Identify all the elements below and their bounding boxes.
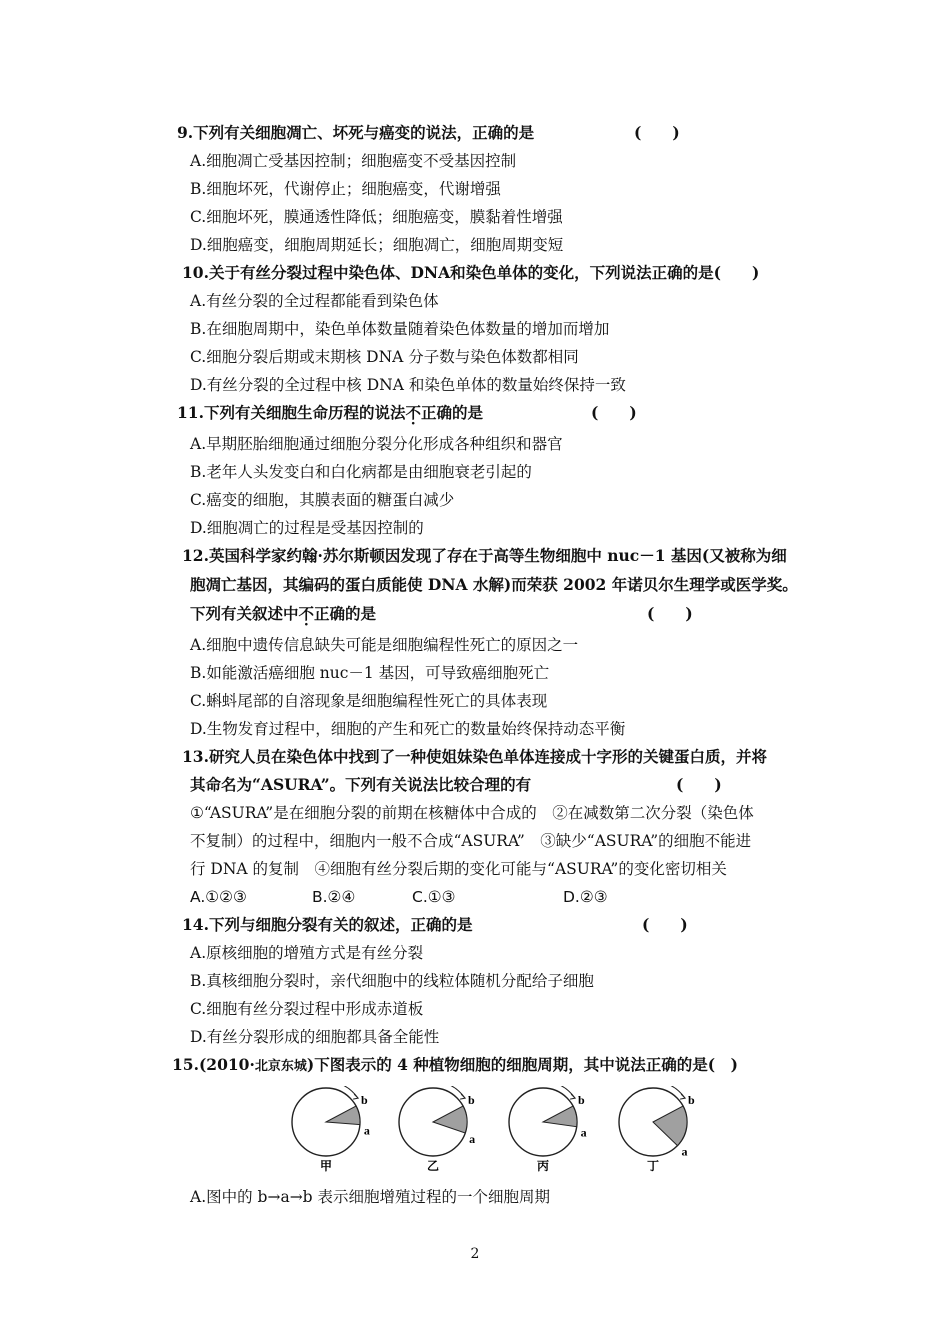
point-label-a: a: [469, 1131, 476, 1146]
option-d: D.细胞癌变，细胞周期延长；细胞凋亡，细胞周期变短: [190, 236, 564, 254]
cell-cycle-figure: [280, 1086, 710, 1178]
cell-label: 乙: [427, 1159, 440, 1173]
source-label: 北京东城: [254, 1059, 307, 1074]
option-c: C.细胞分裂后期或末期核 DNA 分子数与染色体数都相同: [190, 348, 579, 366]
point-label-a: a: [580, 1125, 587, 1140]
option-a: A.早期胚胎细胞通过细胞分裂分化形成各种组织和器官: [190, 435, 563, 453]
choice-b: B.②④: [312, 888, 356, 906]
option-a: A.原核细胞的增殖方式是有丝分裂: [190, 944, 424, 962]
answer-paren: ( ): [676, 775, 722, 794]
emphasis-mark: 不: [298, 604, 315, 623]
option-b: B.细胞坏死，代谢停止；细胞癌变，代谢增强: [190, 180, 501, 198]
statement-line: ①“ASURA”是在细胞分裂的前期在核糖体中合成的 ②在减数第二次分裂（染色体: [190, 804, 754, 822]
question-11-stem: [177, 403, 637, 423]
option-a: A.细胞中遗传信息缺失可能是细胞编程性死亡的原因之一: [190, 636, 579, 654]
statement-line: 不复制）的过程中，细胞内一般不合成“ASURA” ③缺少“ASURA”的细胞不能进: [190, 832, 752, 850]
question-10-stem: 10.关于有丝分裂过程中染色体、DNA和染色单体的变化，下列说法正确的是( ): [182, 263, 760, 282]
cell-cycle-diagram: [509, 1086, 587, 1173]
question-12-stem-line1: 12.英国科学家约翰·苏尔斯顿因发现了存在于高等生物细胞中 nuc－1 基因(又被称为细: [182, 546, 787, 565]
point-label-b: b: [468, 1093, 475, 1108]
emphasis-mark: 不: [405, 403, 421, 422]
option-d: D.有丝分裂的全过程中核 DNA 和染色单体的数量始终保持一致: [190, 376, 626, 394]
cell-label: 丁: [647, 1159, 660, 1173]
option-d: D.生物发育过程中，细胞的产生和死亡的数量始终保持动态平衡: [190, 720, 626, 738]
question-13-stem-line1: 13.研究人员在染色体中找到了一种使姐妹染色单体连接成十字形的关键蛋白质，并将: [182, 747, 767, 766]
option-c: C.细胞有丝分裂过程中形成赤道板: [190, 1000, 424, 1018]
question-15-stem: [172, 1055, 738, 1077]
cell-cycle-diagram: [399, 1086, 475, 1173]
question-14-stem: [182, 915, 688, 935]
stem-text: 正确的是: [314, 604, 377, 623]
point-label-b: b: [688, 1093, 695, 1108]
point-label-a: a: [681, 1144, 688, 1159]
answer-paren: ( ): [647, 604, 693, 623]
option-b: B.真核细胞分裂时，亲代细胞中的线粒体随机分配给子细胞: [190, 972, 594, 990]
option-a: A.图中的 b→a→b 表示细胞增殖过程的一个细胞周期: [190, 1188, 551, 1206]
page-number: 2: [470, 1246, 480, 1262]
choice-a: A.①②③: [190, 888, 247, 906]
stem-text: )下图表示的 4 种植物细胞的细胞周期，其中说法正确的是( ): [306, 1055, 738, 1074]
point-label-b: b: [578, 1093, 585, 1108]
option-c: C.蝌蚪尾部的自溶现象是细胞编程性死亡的具体表现: [190, 692, 548, 710]
choice-c: C.①③: [412, 888, 456, 906]
choice-d: D.②③: [563, 888, 608, 906]
stem-text: 9.下列有关细胞凋亡、坏死与癌变的说法，正确的是: [177, 123, 535, 142]
answer-paren: ( ): [634, 123, 680, 142]
option-d: D.细胞凋亡的过程是受基因控制的: [190, 519, 424, 537]
stem-text: 11.下列有关细胞生命历程的说法: [177, 403, 406, 422]
option-b: B.如能激活癌细胞 nuc－1 基因，可导致癌细胞死亡: [190, 664, 550, 682]
cell-label: 甲: [320, 1159, 333, 1173]
question-13-stem-line2: [190, 775, 722, 795]
option-c: C.癌变的细胞，其膜表面的糖蛋白减少: [190, 491, 455, 509]
stem-text: 15.(2010·: [172, 1055, 255, 1074]
stem-text: 其命名为“ASURA”。下列有关说法比较合理的有: [190, 775, 532, 794]
option-d: D.有丝分裂形成的细胞都具备全能性: [190, 1028, 440, 1046]
answer-paren: ( ): [591, 403, 637, 422]
question-12-stem-line2: 胞凋亡基因，其编码的蛋白质能使 DNA 水解)而荣获 2002 年诺贝尔生理学或医学奖。: [190, 575, 798, 594]
option-a: A.有丝分裂的全过程都能看到染色体: [190, 292, 439, 310]
stem-text: 正确的是: [420, 403, 483, 422]
option-b: B.在细胞周期中，染色单体数量随着染色体数量的增加而增加: [190, 320, 610, 338]
cell-cycle-diagram: [619, 1086, 695, 1173]
cell-label: 丙: [537, 1159, 550, 1173]
question-12-stem-line3: [190, 604, 693, 624]
option-b: B.老年人头发变白和白化病都是由细胞衰老引起的: [190, 463, 532, 481]
point-label-a: a: [363, 1123, 370, 1138]
stem-text: 下列有关叙述中: [190, 604, 299, 623]
statement-line: 行 DNA 的复制 ④细胞有丝分裂后期的变化可能与“ASURA”的变化密切相关: [190, 860, 727, 878]
question-9-stem: [177, 123, 680, 143]
option-c: C.细胞坏死，膜通透性降低；细胞癌变，膜黏着性增强: [190, 208, 563, 226]
option-a: A.细胞凋亡受基因控制；细胞癌变不受基因控制: [190, 152, 517, 170]
answer-paren: ( ): [642, 915, 688, 934]
point-label-b: b: [361, 1093, 368, 1108]
stem-text: 14.下列与细胞分裂有关的叙述，正确的是: [182, 915, 473, 934]
cell-cycle-diagram: [292, 1086, 370, 1173]
